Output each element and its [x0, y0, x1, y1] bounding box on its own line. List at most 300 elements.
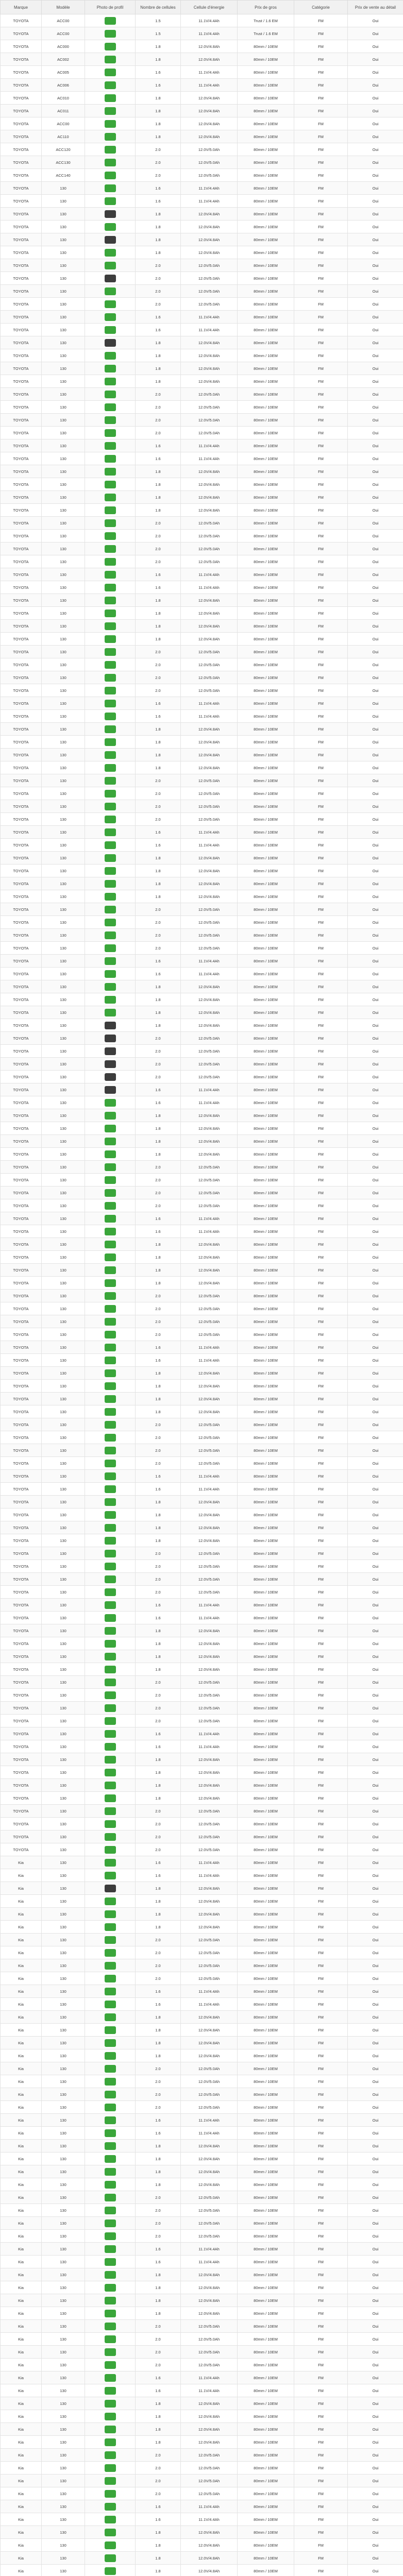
table-row[interactable] — [1, 195, 403, 208]
table-row[interactable] — [1, 1032, 403, 1045]
product-thumbnail-icon[interactable] — [105, 1472, 116, 1480]
product-thumbnail-icon[interactable] — [105, 2232, 116, 2240]
table-row[interactable] — [1, 2088, 403, 2101]
product-thumbnail-icon[interactable] — [105, 159, 116, 166]
product-thumbnail-icon[interactable] — [105, 210, 116, 218]
product-thumbnail-icon[interactable] — [105, 597, 116, 604]
product-thumbnail-icon[interactable] — [105, 2026, 116, 2034]
product-thumbnail-icon[interactable] — [105, 1060, 116, 1068]
product-thumbnail-icon[interactable] — [105, 2490, 116, 2498]
table-row[interactable] — [1, 1676, 403, 1689]
product-thumbnail-icon[interactable] — [105, 249, 116, 257]
product-thumbnail-icon[interactable] — [105, 2451, 116, 2459]
table-row[interactable] — [1, 2268, 403, 2281]
product-thumbnail-icon[interactable] — [105, 2078, 116, 2086]
table-row[interactable] — [1, 14, 403, 27]
table-row[interactable] — [1, 1689, 403, 1702]
table-row[interactable] — [1, 1457, 403, 1470]
product-thumbnail-icon[interactable] — [105, 1318, 116, 1326]
table-row[interactable] — [1, 2397, 403, 2410]
table-row[interactable] — [1, 2243, 403, 2256]
product-thumbnail-icon[interactable] — [105, 1640, 116, 1648]
table-row[interactable] — [1, 1354, 403, 1367]
product-thumbnail-icon[interactable] — [105, 1176, 116, 1184]
product-thumbnail-icon[interactable] — [105, 2426, 116, 2433]
table-row[interactable] — [1, 1637, 403, 1650]
product-thumbnail-icon[interactable] — [105, 1421, 116, 1429]
table-row[interactable] — [1, 2475, 403, 2487]
product-thumbnail-icon[interactable] — [105, 2013, 116, 2021]
table-row[interactable] — [1, 1328, 403, 1341]
product-thumbnail-icon[interactable] — [105, 94, 116, 102]
table-row[interactable] — [1, 1805, 403, 1818]
table-row[interactable] — [1, 2049, 403, 2062]
table-row[interactable] — [1, 53, 403, 66]
table-row[interactable] — [1, 1843, 403, 1856]
table-row[interactable] — [1, 1290, 403, 1302]
table-row[interactable] — [1, 40, 403, 53]
table-row[interactable] — [1, 1985, 403, 1998]
table-row[interactable] — [1, 208, 403, 221]
table-row[interactable] — [1, 1122, 403, 1135]
table-row[interactable] — [1, 2153, 403, 2165]
table-row[interactable] — [1, 646, 403, 658]
product-thumbnail-icon[interactable] — [105, 1228, 116, 1235]
table-row[interactable] — [1, 1096, 403, 1109]
table-row[interactable] — [1, 813, 403, 826]
product-thumbnail-icon[interactable] — [105, 1550, 116, 1557]
table-row[interactable] — [1, 671, 403, 684]
product-thumbnail-icon[interactable] — [105, 1189, 116, 1197]
table-row[interactable] — [1, 92, 403, 105]
table-row[interactable] — [1, 658, 403, 671]
table-row[interactable] — [1, 890, 403, 903]
table-row[interactable] — [1, 2011, 403, 2024]
table-row[interactable] — [1, 117, 403, 130]
product-thumbnail-icon[interactable] — [105, 1975, 116, 1982]
product-thumbnail-icon[interactable] — [105, 43, 116, 50]
table-row[interactable] — [1, 1895, 403, 1908]
table-row[interactable] — [1, 2333, 403, 2346]
product-thumbnail-icon[interactable] — [105, 1679, 116, 1686]
product-thumbnail-icon[interactable] — [105, 1820, 116, 1828]
product-thumbnail-icon[interactable] — [105, 2297, 116, 2304]
product-thumbnail-icon[interactable] — [105, 687, 116, 694]
table-row[interactable] — [1, 800, 403, 813]
table-row[interactable] — [1, 1856, 403, 1869]
product-thumbnail-icon[interactable] — [105, 906, 116, 913]
table-row[interactable] — [1, 1083, 403, 1096]
table-row[interactable] — [1, 169, 403, 182]
product-thumbnail-icon[interactable] — [105, 197, 116, 205]
table-row[interactable] — [1, 311, 403, 324]
product-thumbnail-icon[interactable] — [105, 2039, 116, 2047]
product-thumbnail-icon[interactable] — [105, 30, 116, 38]
product-thumbnail-icon[interactable] — [105, 262, 116, 269]
product-thumbnail-icon[interactable] — [105, 1936, 116, 1944]
table-row[interactable] — [1, 684, 403, 697]
product-thumbnail-icon[interactable] — [105, 635, 116, 643]
product-thumbnail-icon[interactable] — [105, 1163, 116, 1171]
table-row[interactable] — [1, 79, 403, 92]
table-row[interactable] — [1, 1174, 403, 1187]
product-thumbnail-icon[interactable] — [105, 1112, 116, 1120]
table-row[interactable] — [1, 298, 403, 311]
product-thumbnail-icon[interactable] — [105, 674, 116, 682]
product-thumbnail-icon[interactable] — [105, 1614, 116, 1622]
product-thumbnail-icon[interactable] — [105, 1498, 116, 1506]
table-row[interactable] — [1, 1444, 403, 1457]
table-row[interactable] — [1, 2539, 403, 2552]
product-thumbnail-icon[interactable] — [105, 416, 116, 424]
product-thumbnail-icon[interactable] — [105, 545, 116, 553]
product-thumbnail-icon[interactable] — [105, 816, 116, 823]
table-row[interactable] — [1, 375, 403, 388]
product-thumbnail-icon[interactable] — [105, 867, 116, 875]
product-thumbnail-icon[interactable] — [105, 2400, 116, 2408]
table-row[interactable] — [1, 324, 403, 336]
product-thumbnail-icon[interactable] — [105, 494, 116, 501]
table-row[interactable] — [1, 710, 403, 723]
product-thumbnail-icon[interactable] — [105, 1769, 116, 1776]
product-thumbnail-icon[interactable] — [105, 2245, 116, 2253]
product-thumbnail-icon[interactable] — [105, 172, 116, 179]
table-row[interactable] — [1, 2217, 403, 2230]
product-thumbnail-icon[interactable] — [105, 1395, 116, 1403]
product-thumbnail-icon[interactable] — [105, 725, 116, 733]
product-thumbnail-icon[interactable] — [105, 146, 116, 154]
table-row[interactable] — [1, 839, 403, 852]
table-row[interactable] — [1, 1715, 403, 1727]
table-row[interactable] — [1, 2281, 403, 2294]
table-row[interactable] — [1, 530, 403, 543]
product-thumbnail-icon[interactable] — [105, 1910, 116, 1918]
product-thumbnail-icon[interactable] — [105, 2503, 116, 2511]
table-row[interactable] — [1, 2191, 403, 2204]
table-row[interactable] — [1, 1612, 403, 1624]
table-row[interactable] — [1, 697, 403, 710]
product-thumbnail-icon[interactable] — [105, 854, 116, 862]
table-row[interactable] — [1, 1187, 403, 1199]
table-row[interactable] — [1, 2371, 403, 2384]
product-thumbnail-icon[interactable] — [105, 2194, 116, 2201]
table-row[interactable] — [1, 1547, 403, 1560]
product-thumbnail-icon[interactable] — [105, 751, 116, 759]
table-row[interactable] — [1, 1380, 403, 1393]
product-thumbnail-icon[interactable] — [105, 468, 116, 476]
table-row[interactable] — [1, 1908, 403, 1921]
product-thumbnail-icon[interactable] — [105, 2168, 116, 2176]
table-row[interactable] — [1, 1496, 403, 1509]
product-thumbnail-icon[interactable] — [105, 506, 116, 514]
product-thumbnail-icon[interactable] — [105, 1047, 116, 1055]
product-thumbnail-icon[interactable] — [105, 1885, 116, 1892]
product-thumbnail-icon[interactable] — [105, 1807, 116, 1815]
product-thumbnail-icon[interactable] — [105, 996, 116, 1004]
product-thumbnail-icon[interactable] — [105, 1575, 116, 1583]
table-row[interactable] — [1, 594, 403, 607]
table-row[interactable] — [1, 156, 403, 169]
table-row[interactable] — [1, 1521, 403, 1534]
product-thumbnail-icon[interactable] — [105, 1344, 116, 1351]
table-row[interactable] — [1, 620, 403, 633]
product-thumbnail-icon[interactable] — [105, 1382, 116, 1390]
table-row[interactable] — [1, 607, 403, 620]
table-row[interactable] — [1, 581, 403, 594]
table-row[interactable] — [1, 414, 403, 427]
table-row[interactable] — [1, 1071, 403, 1083]
table-row[interactable] — [1, 1212, 403, 1225]
product-thumbnail-icon[interactable] — [105, 2361, 116, 2369]
table-row[interactable] — [1, 903, 403, 916]
product-thumbnail-icon[interactable] — [105, 2091, 116, 2098]
table-row[interactable] — [1, 852, 403, 865]
product-thumbnail-icon[interactable] — [105, 2323, 116, 2330]
product-thumbnail-icon[interactable] — [105, 1279, 116, 1287]
product-thumbnail-icon[interactable] — [105, 481, 116, 488]
table-row[interactable] — [1, 27, 403, 40]
table-row[interactable] — [1, 233, 403, 246]
table-row[interactable] — [1, 2101, 403, 2114]
table-row[interactable] — [1, 1882, 403, 1895]
product-thumbnail-icon[interactable] — [105, 2529, 116, 2536]
table-row[interactable] — [1, 1405, 403, 1418]
product-thumbnail-icon[interactable] — [105, 1923, 116, 1931]
table-row[interactable] — [1, 427, 403, 439]
table-row[interactable] — [1, 568, 403, 581]
table-row[interactable] — [1, 2165, 403, 2178]
product-thumbnail-icon[interactable] — [105, 2065, 116, 2073]
table-row[interactable] — [1, 2462, 403, 2475]
table-row[interactable] — [1, 1818, 403, 1831]
table-row[interactable] — [1, 2552, 403, 2565]
table-row[interactable] — [1, 336, 403, 349]
product-thumbnail-icon[interactable] — [105, 236, 116, 244]
product-thumbnail-icon[interactable] — [105, 442, 116, 450]
table-row[interactable] — [1, 1431, 403, 1444]
table-row[interactable] — [1, 2307, 403, 2320]
table-row[interactable] — [1, 1573, 403, 1586]
product-thumbnail-icon[interactable] — [105, 713, 116, 720]
table-row[interactable] — [1, 1921, 403, 1934]
product-thumbnail-icon[interactable] — [105, 1035, 116, 1042]
product-thumbnail-icon[interactable] — [105, 2516, 116, 2523]
table-row[interactable] — [1, 504, 403, 517]
product-thumbnail-icon[interactable] — [105, 1872, 116, 1879]
table-row[interactable] — [1, 221, 403, 233]
product-thumbnail-icon[interactable] — [105, 2271, 116, 2279]
product-thumbnail-icon[interactable] — [105, 803, 116, 810]
table-row[interactable] — [1, 2140, 403, 2153]
product-thumbnail-icon[interactable] — [105, 69, 116, 76]
table-row[interactable] — [1, 2565, 403, 2576]
product-thumbnail-icon[interactable] — [105, 944, 116, 952]
table-row[interactable] — [1, 1238, 403, 1251]
table-row[interactable] — [1, 980, 403, 993]
product-thumbnail-icon[interactable] — [105, 1588, 116, 1596]
table-row[interactable] — [1, 2256, 403, 2268]
table-row[interactable] — [1, 362, 403, 375]
table-row[interactable] — [1, 1624, 403, 1637]
product-thumbnail-icon[interactable] — [105, 455, 116, 463]
product-thumbnail-icon[interactable] — [105, 919, 116, 926]
table-row[interactable] — [1, 2178, 403, 2191]
product-thumbnail-icon[interactable] — [105, 81, 116, 89]
product-thumbnail-icon[interactable] — [105, 1305, 116, 1313]
product-thumbnail-icon[interactable] — [105, 2541, 116, 2549]
product-thumbnail-icon[interactable] — [105, 700, 116, 707]
table-row[interactable] — [1, 1418, 403, 1431]
product-thumbnail-icon[interactable] — [105, 738, 116, 746]
table-row[interactable] — [1, 130, 403, 143]
product-thumbnail-icon[interactable] — [105, 1215, 116, 1223]
product-thumbnail-icon[interactable] — [105, 1666, 116, 1673]
product-thumbnail-icon[interactable] — [105, 2387, 116, 2395]
table-row[interactable] — [1, 1946, 403, 1959]
product-thumbnail-icon[interactable] — [105, 1253, 116, 1261]
product-thumbnail-icon[interactable] — [105, 2438, 116, 2446]
product-thumbnail-icon[interactable] — [105, 2219, 116, 2227]
product-thumbnail-icon[interactable] — [105, 957, 116, 965]
table-row[interactable] — [1, 1998, 403, 2011]
product-thumbnail-icon[interactable] — [105, 2207, 116, 2214]
product-thumbnail-icon[interactable] — [105, 2001, 116, 2008]
product-thumbnail-icon[interactable] — [105, 1009, 116, 1016]
product-thumbnail-icon[interactable] — [105, 1782, 116, 1789]
table-row[interactable] — [1, 465, 403, 478]
table-row[interactable] — [1, 736, 403, 749]
product-thumbnail-icon[interactable] — [105, 1369, 116, 1377]
product-thumbnail-icon[interactable] — [105, 2104, 116, 2111]
product-thumbnail-icon[interactable] — [105, 1704, 116, 1712]
table-row[interactable] — [1, 723, 403, 736]
product-thumbnail-icon[interactable] — [105, 1962, 116, 1970]
product-thumbnail-icon[interactable] — [105, 2116, 116, 2124]
product-thumbnail-icon[interactable] — [105, 1460, 116, 1467]
table-row[interactable] — [1, 2487, 403, 2500]
table-row[interactable] — [1, 1251, 403, 1264]
product-thumbnail-icon[interactable] — [105, 1601, 116, 1609]
table-row[interactable] — [1, 66, 403, 79]
product-thumbnail-icon[interactable] — [105, 622, 116, 630]
table-row[interactable] — [1, 1792, 403, 1805]
table-row[interactable] — [1, 1831, 403, 1843]
table-row[interactable] — [1, 993, 403, 1006]
table-row[interactable] — [1, 2114, 403, 2127]
product-thumbnail-icon[interactable] — [105, 365, 116, 372]
product-thumbnail-icon[interactable] — [105, 2142, 116, 2150]
table-row[interactable] — [1, 1302, 403, 1315]
table-row[interactable] — [1, 774, 403, 787]
product-thumbnail-icon[interactable] — [105, 326, 116, 334]
product-thumbnail-icon[interactable] — [105, 893, 116, 901]
table-row[interactable] — [1, 942, 403, 955]
table-row[interactable] — [1, 2384, 403, 2397]
product-thumbnail-icon[interactable] — [105, 287, 116, 295]
product-thumbnail-icon[interactable] — [105, 1988, 116, 1995]
table-row[interactable] — [1, 2359, 403, 2371]
table-row[interactable] — [1, 1315, 403, 1328]
table-row[interactable] — [1, 2024, 403, 2037]
product-thumbnail-icon[interactable] — [105, 983, 116, 991]
table-row[interactable] — [1, 1341, 403, 1354]
table-row[interactable] — [1, 633, 403, 646]
table-row[interactable] — [1, 478, 403, 491]
product-thumbnail-icon[interactable] — [105, 1292, 116, 1300]
product-thumbnail-icon[interactable] — [105, 403, 116, 411]
product-thumbnail-icon[interactable] — [105, 2310, 116, 2317]
product-thumbnail-icon[interactable] — [105, 1653, 116, 1660]
table-row[interactable] — [1, 826, 403, 839]
table-row[interactable] — [1, 1650, 403, 1663]
product-thumbnail-icon[interactable] — [105, 1846, 116, 1854]
table-row[interactable] — [1, 787, 403, 800]
table-row[interactable] — [1, 1663, 403, 1676]
table-row[interactable] — [1, 2320, 403, 2333]
table-row[interactable] — [1, 1599, 403, 1612]
table-row[interactable] — [1, 1109, 403, 1122]
table-row[interactable] — [1, 401, 403, 414]
product-thumbnail-icon[interactable] — [105, 133, 116, 141]
table-row[interactable] — [1, 968, 403, 980]
product-thumbnail-icon[interactable] — [105, 661, 116, 669]
table-row[interactable] — [1, 955, 403, 968]
product-thumbnail-icon[interactable] — [105, 648, 116, 656]
product-thumbnail-icon[interactable] — [105, 1537, 116, 1545]
product-thumbnail-icon[interactable] — [105, 1266, 116, 1274]
product-thumbnail-icon[interactable] — [105, 764, 116, 772]
table-row[interactable] — [1, 182, 403, 195]
table-row[interactable] — [1, 1753, 403, 1766]
table-row[interactable] — [1, 452, 403, 465]
product-thumbnail-icon[interactable] — [105, 339, 116, 347]
product-thumbnail-icon[interactable] — [105, 558, 116, 566]
table-row[interactable] — [1, 1779, 403, 1792]
table-row[interactable] — [1, 388, 403, 401]
product-thumbnail-icon[interactable] — [105, 2335, 116, 2343]
product-thumbnail-icon[interactable] — [105, 1794, 116, 1802]
table-row[interactable] — [1, 1470, 403, 1483]
table-row[interactable] — [1, 761, 403, 774]
product-thumbnail-icon[interactable] — [105, 2348, 116, 2356]
table-row[interactable] — [1, 1727, 403, 1740]
product-thumbnail-icon[interactable] — [105, 1099, 116, 1107]
table-row[interactable] — [1, 1766, 403, 1779]
product-thumbnail-icon[interactable] — [105, 429, 116, 437]
product-thumbnail-icon[interactable] — [105, 378, 116, 385]
product-thumbnail-icon[interactable] — [105, 300, 116, 308]
table-row[interactable] — [1, 1483, 403, 1496]
product-thumbnail-icon[interactable] — [105, 1563, 116, 1570]
product-thumbnail-icon[interactable] — [105, 1434, 116, 1442]
table-row[interactable] — [1, 1148, 403, 1161]
product-thumbnail-icon[interactable] — [105, 391, 116, 398]
table-row[interactable] — [1, 259, 403, 272]
table-row[interactable] — [1, 1586, 403, 1599]
table-row[interactable] — [1, 1058, 403, 1071]
table-row[interactable] — [1, 439, 403, 452]
product-thumbnail-icon[interactable] — [105, 56, 116, 63]
product-thumbnail-icon[interactable] — [105, 2052, 116, 2060]
table-row[interactable] — [1, 2449, 403, 2462]
product-thumbnail-icon[interactable] — [105, 1202, 116, 1210]
table-row[interactable] — [1, 929, 403, 942]
product-thumbnail-icon[interactable] — [105, 1833, 116, 1841]
table-row[interactable] — [1, 1006, 403, 1019]
product-thumbnail-icon[interactable] — [105, 1125, 116, 1132]
table-row[interactable] — [1, 1869, 403, 1882]
product-thumbnail-icon[interactable] — [105, 184, 116, 192]
